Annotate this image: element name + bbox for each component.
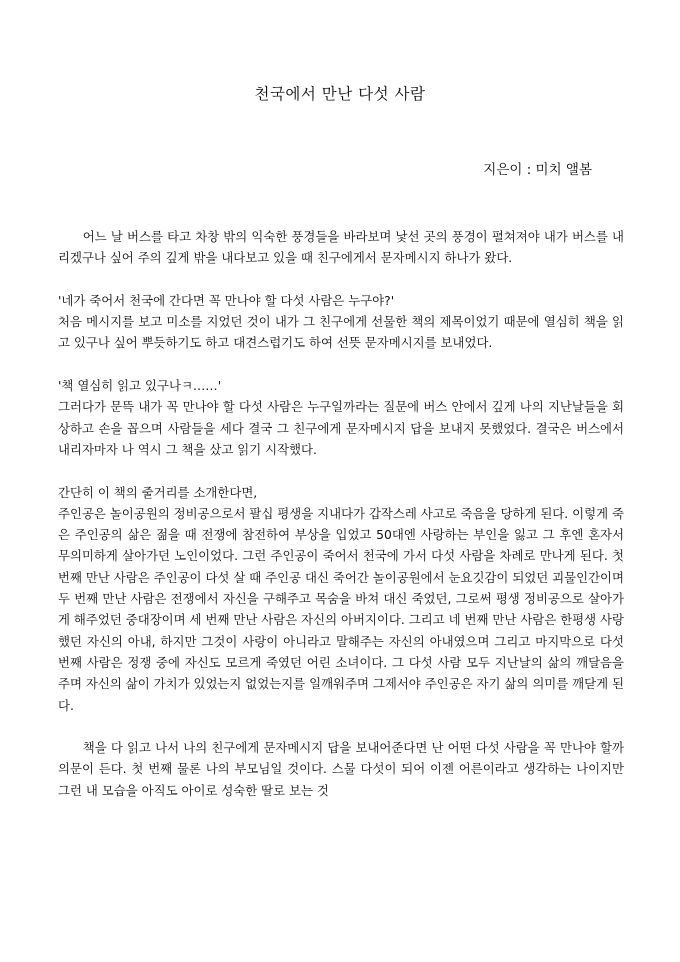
author-line: 지은이 : 미치 앨봄 — [483, 162, 592, 178]
paragraph-plot-summary: 주인공은 놀이공원의 정비공으로서 팔십 평생을 지내다가 갑작스레 사고로 죽음을 당하게 된다. 이렇게 죽은 주인공의 삶은 젊을 때 전쟁에 참전하여 부상을 입었고 50대엔 사랑하는 부인을 잃고 그 후엔 혼자서 무의미하게 살아가던 노인이었다. 그런 주인공이 죽어서 천국에 가서 다섯 사람을 차례로 만나게 된다. 첫 번째 만난 사람은 주인공이 다섯 살 때 주인공 대신 죽어간 놀이공원에서 눈요깃감이 되었던 괴물인간이며 두 번째 만난 사람은 전쟁에서 자신을 구해주고 목숨을 바쳐 대신 죽었던, 그로써 평생 정비공으로 살아가게 해주었던 중대장이며 세 번째 만난 사람은 자신의 아버지이다. 그리고 네 번째 만난 사람은 한평생 사랑했던 자신의 아내, 하지만 그것이 사랑이 아니라고 말해주는 자신의 아내였으며 그리고 마지막으로 다섯 번째 사람은 정쟁 중에 자신도 모르게 죽였던 어린 소녀이다. 그 다섯 사람 모두 지난날의 삶의 깨달음을 주며 자신의 삶이 가치가 있었는지 없었는지를 일깨워주며 그제서야 주인공은 자기 삶의 의미를 깨닫게 된다. — [58, 505, 624, 713]
paragraph-conclusion: 책을 다 읽고 나서 나의 친구에게 문자메시지 답을 보내어준다면 난 어떤 다섯 사람을 꼭 만나야 할까 의문이 든다. 첫 번째 물론 나의 부모님일 것이다. 스물 다섯이 되어 이젠 어른이라고 생각하는 나이지만 그런 내 모습을 아직도 아이로 성숙한 딸로 보는 것 — [58, 740, 624, 798]
document-body — [58, 226, 624, 822]
quoted-question: '네가 죽어서 천국에 간다면 꼭 만나야 할 다섯 사람은 누구야?' — [58, 292, 395, 308]
paragraph-summary-group — [58, 482, 624, 716]
document-title: 천국에서 만난 다섯 사람 — [254, 85, 426, 103]
paragraph-question-group — [58, 290, 624, 354]
paragraph-bus-ride: 어느 날 버스를 타고 차창 밖의 익숙한 풍경들을 바라보며 낯선 곳의 풍경이 펼쳐져야 내가 버스를 내리겠구나 싶어 주의 깊게 밖을 내다보고 있을 때 친구에게서 문자메시지 하나가 왔다. — [58, 229, 624, 266]
paragraph-reply-group — [58, 375, 624, 460]
summary-intro: 간단히 이 책의 줄거리를 소개한다면, — [58, 484, 258, 500]
paragraph-first-reply: 처음 메시지를 보고 미소를 지었던 것이 내가 그 친구에게 선물한 책의 제목이었기 때문에 열심히 책을 읽고 있구나 싶어 뿌듯하기도 하고 대견스럽기도 하여 선뜻 문자메시지를 보내었다. — [58, 314, 624, 351]
quoted-reply: '책 열심히 읽고 있구나ㅋ……' — [58, 378, 222, 394]
paragraph-reflection: 그러다가 문뜩 내가 꼭 만나야 할 다섯 사람은 누구일까라는 질문에 버스 안에서 깊게 나의 지난날들을 회상하고 손을 꼽으며 사람들을 세다 결국 그 친구에게 문자메시지 답을 보내지 못했었다. 결국은 버스에서 내리자마자 나 역시 그 책을 샀고 읽기 시작했다. — [58, 399, 624, 457]
